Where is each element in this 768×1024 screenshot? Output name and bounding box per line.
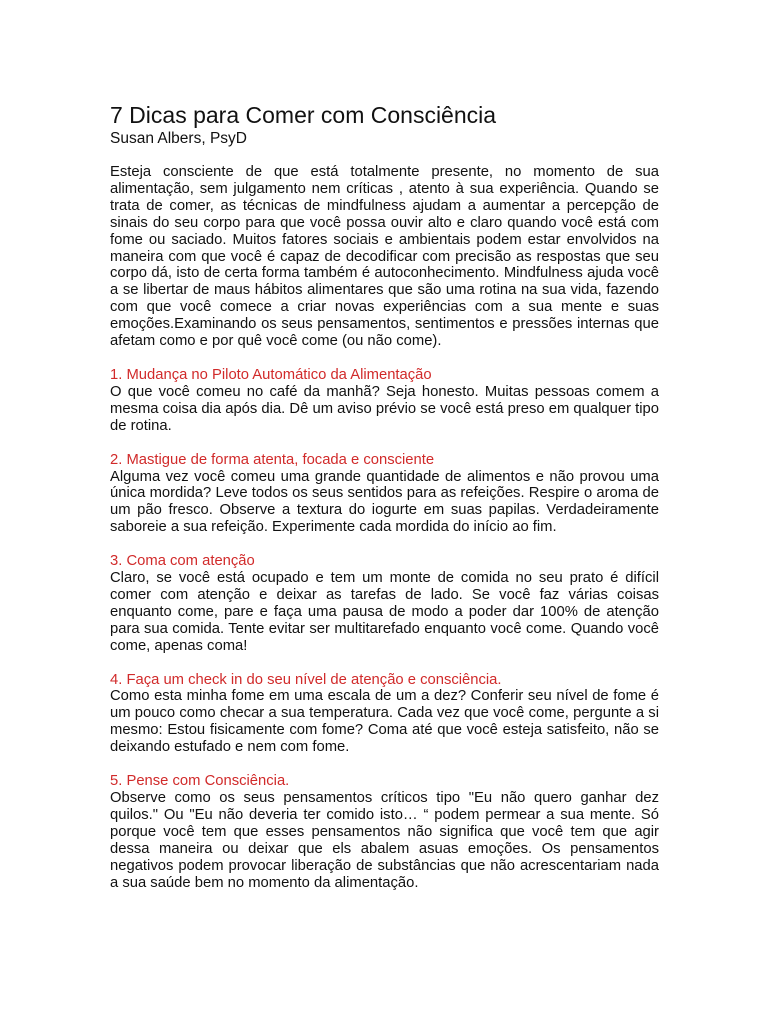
document-title: 7 Dicas para Comer com Consciência bbox=[110, 102, 497, 128]
tip-heading: 3. Coma com atenção bbox=[110, 553, 255, 570]
tip-body: O que você comeu no café da manhã? Seja honesto. Muitas pessoas comem a mesma coisa dia após dia. Dê um aviso prévio se você está preso em qualquer tipo de rotina. bbox=[110, 383, 659, 434]
tip-heading: 5. Pense com Consciência. bbox=[110, 773, 290, 790]
tip-heading: 1. Mudança no Piloto Automático da Alimentação bbox=[110, 366, 432, 383]
document-author: Susan Albers, PsyD bbox=[110, 130, 247, 147]
tip-body: Como esta minha fome em uma escala de um a dez? Conferir seu nível de fome é um pouco como checar a sua temperatura. Cada vez que você come, pergunte a si mesmo: Estou fisicamente com fome? Coma até que você esteja satisfeito, não se deixando estufado e nem com fome. bbox=[110, 688, 659, 756]
tip-body: Alguma vez você comeu uma grande quantidade de alimentos e não provou uma única mordida? Leve todos os seus sentidos para as refeições. Respire o aroma de um pão fresco. Observe a textura do iogurte em suas papilas. Verdadeiramente saboreie a sua refeição. Experimente cada mordida do início ao fim. bbox=[110, 468, 659, 536]
tip-section-1 bbox=[110, 367, 659, 435]
tip-section-4 bbox=[110, 672, 659, 757]
tip-heading: 4. Faça um check in do seu nível de atenção e consciência. bbox=[110, 671, 502, 688]
tip-section-3 bbox=[110, 553, 659, 654]
tip-section-5 bbox=[110, 773, 659, 891]
document-page bbox=[110, 102, 659, 891]
tip-heading: 2. Mastigue de forma atenta, focada e consciente bbox=[110, 451, 435, 468]
tip-body: Observe como os seus pensamentos críticos tipo "Eu não quero ganhar dez quilos." Ou "Eu não deveria ter comido isto… “ podem permear a sua mente. Só porque você tem que esses pensamentos não significa que você tem que agir dessa maneira ou deixar que els abalem asuas emoções. Os pensamentos negativos podem provocar liberação de substâncias que não acrescentariam nada a sua saúde bem no momento da alimentação. bbox=[110, 790, 659, 891]
tip-body: Claro, se você está ocupado e tem um monte de comida no seu prato é difícil comer com atenção e deixar as tarefas de lado. Se você faz várias coisas enquanto come, pare e faça uma pausa de modo a poder dar 100% de atenção para sua comida. Tente evitar ser multitarefado enquanto você come. Quando você come, apenas coma! bbox=[110, 570, 659, 654]
intro-paragraph: Esteja consciente de que está totalmente presente, no momento de sua alimentação, sem julgamento nem críticas , atento à sua experiência. Quando se trata de comer, as técnicas de mindfulness ajudam a aumentar a percepção de sinais do seu corpo para que você possa ouvir alto e claro quando você está com fome ou saciado. Muitos fatores sociais e ambientais podem estar envolvidos na maneira com que você é capaz de decodificar com precisão as respostas que seu corpo dá, isto de certa forma também é autoconhecimento. Mindfulness ajuda você a se libertar de maus hábitos alimentares que são uma rotina na sua vida, fazendo com que você comece a criar novas experiências com a sua mente e suas emoções.Examinando os seus pensamentos, sentimentos e pressões internas que afetam como e por quê você come (ou não come). bbox=[110, 164, 659, 350]
tip-section-2 bbox=[110, 452, 659, 537]
